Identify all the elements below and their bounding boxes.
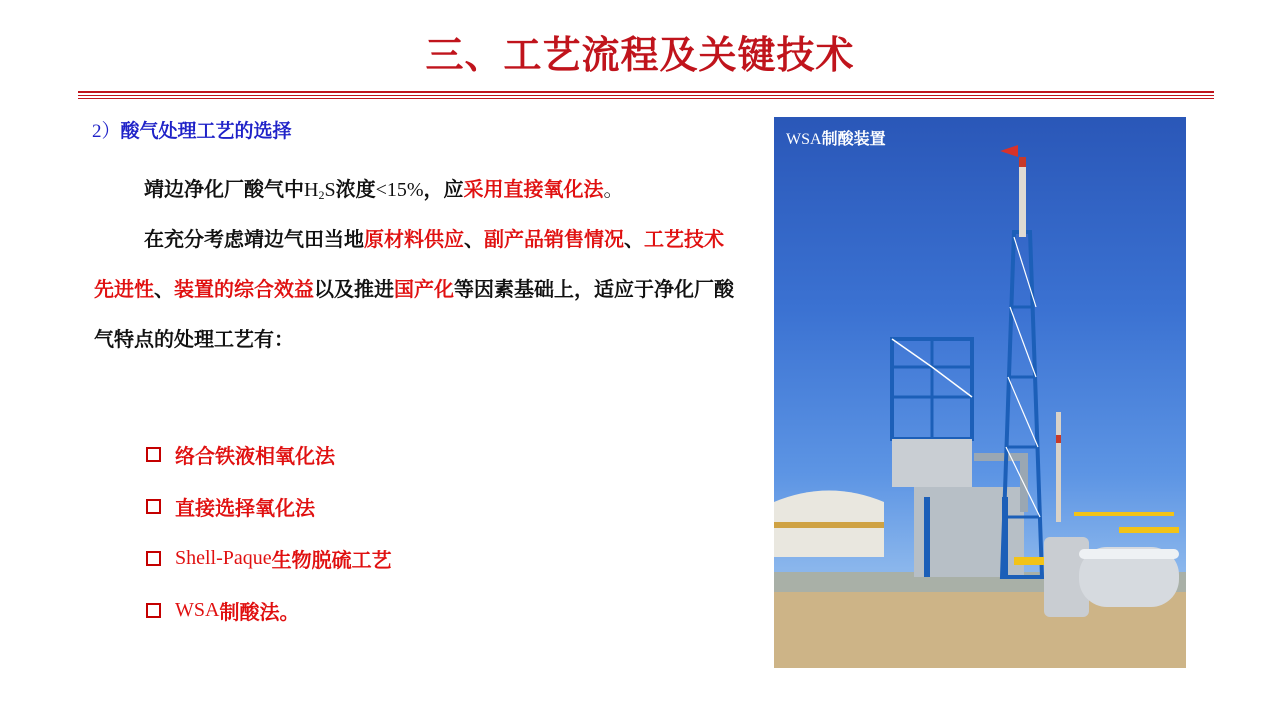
- photo-caption: [786, 126, 886, 149]
- p1-text-b: 浓度: [335, 177, 376, 201]
- h2s-formula: [304, 179, 336, 201]
- p2-text-k: 等因素基础上，适应于净化厂酸气特点的处理工艺有：: [94, 277, 734, 351]
- wsa-plant-photo: [774, 117, 1186, 668]
- title-rule-mid: [78, 95, 1214, 96]
- distant-chimney-band: [1056, 435, 1061, 443]
- title-rule-thick: [78, 91, 1214, 93]
- tank-band: [774, 522, 884, 528]
- square-bullet-icon: [146, 447, 161, 462]
- option-prefix: WSA: [175, 598, 220, 621]
- p2-sep-2: 、: [624, 227, 644, 251]
- p1-emphasis: 采用直接氧化法: [463, 177, 604, 201]
- p2-emphasis-benefit: 装置的综合效益: [174, 277, 314, 301]
- h2s-h: H: [304, 179, 319, 201]
- option-label: 制酸法。: [219, 599, 300, 624]
- p2-sep-1: 、: [464, 227, 484, 251]
- flag-icon: [1000, 145, 1018, 157]
- square-bullet-icon: [146, 551, 161, 566]
- p2-emphasis-localization: 国产化: [394, 277, 454, 301]
- caption-text: 制酸装置: [821, 129, 886, 148]
- list-item: [146, 532, 392, 584]
- list-item: [146, 428, 392, 480]
- list-item: [146, 584, 392, 636]
- square-bullet-icon: [146, 499, 161, 514]
- h2s-subscript: 2: [318, 188, 325, 202]
- p2-emphasis-technology: 工艺技术先进性: [94, 227, 724, 301]
- p2-sep-3: 、: [154, 277, 174, 301]
- p2-text-i: 以及推进: [314, 277, 394, 301]
- subheading-text: 酸气处理工艺的选择: [120, 120, 292, 142]
- caption-prefix: WSA: [786, 131, 822, 148]
- p2-text-a: 在充分考虑靖边气田当地: [144, 227, 364, 251]
- h2s-s: S: [324, 179, 336, 201]
- slide-title: 三、工艺流程及关键技术: [425, 32, 855, 77]
- stack-pipe: [1019, 165, 1026, 237]
- vessel-housing: [892, 439, 972, 487]
- p2-emphasis-byproduct: 副产品销售情况: [484, 227, 624, 251]
- p1-text-d: ，应: [423, 177, 464, 201]
- list-item: [146, 480, 392, 532]
- distant-chimney: [1056, 412, 1061, 522]
- p1-threshold: <15%: [375, 179, 424, 201]
- paragraph-2: [94, 214, 734, 364]
- option-label: 直接选择氧化法: [175, 495, 315, 520]
- p1-period: 。: [603, 179, 624, 201]
- option-prefix: Shell-Paque: [175, 546, 272, 569]
- square-bullet-icon: [146, 603, 161, 618]
- p2-emphasis-raw-material: 原材料供应: [364, 227, 464, 251]
- title-rule-thin: [78, 98, 1214, 99]
- option-label: 络合铁液相氧化法: [175, 443, 335, 468]
- subheading-number: 2）: [92, 121, 121, 142]
- plant-illustration: [774, 117, 1186, 668]
- option-label: 生物脱硫工艺: [271, 547, 392, 572]
- p1-text-a: 靖边净化厂酸气中: [144, 177, 304, 201]
- process-options-list: [146, 428, 392, 636]
- paragraph-1: [94, 164, 734, 220]
- section-subheading: [92, 116, 292, 143]
